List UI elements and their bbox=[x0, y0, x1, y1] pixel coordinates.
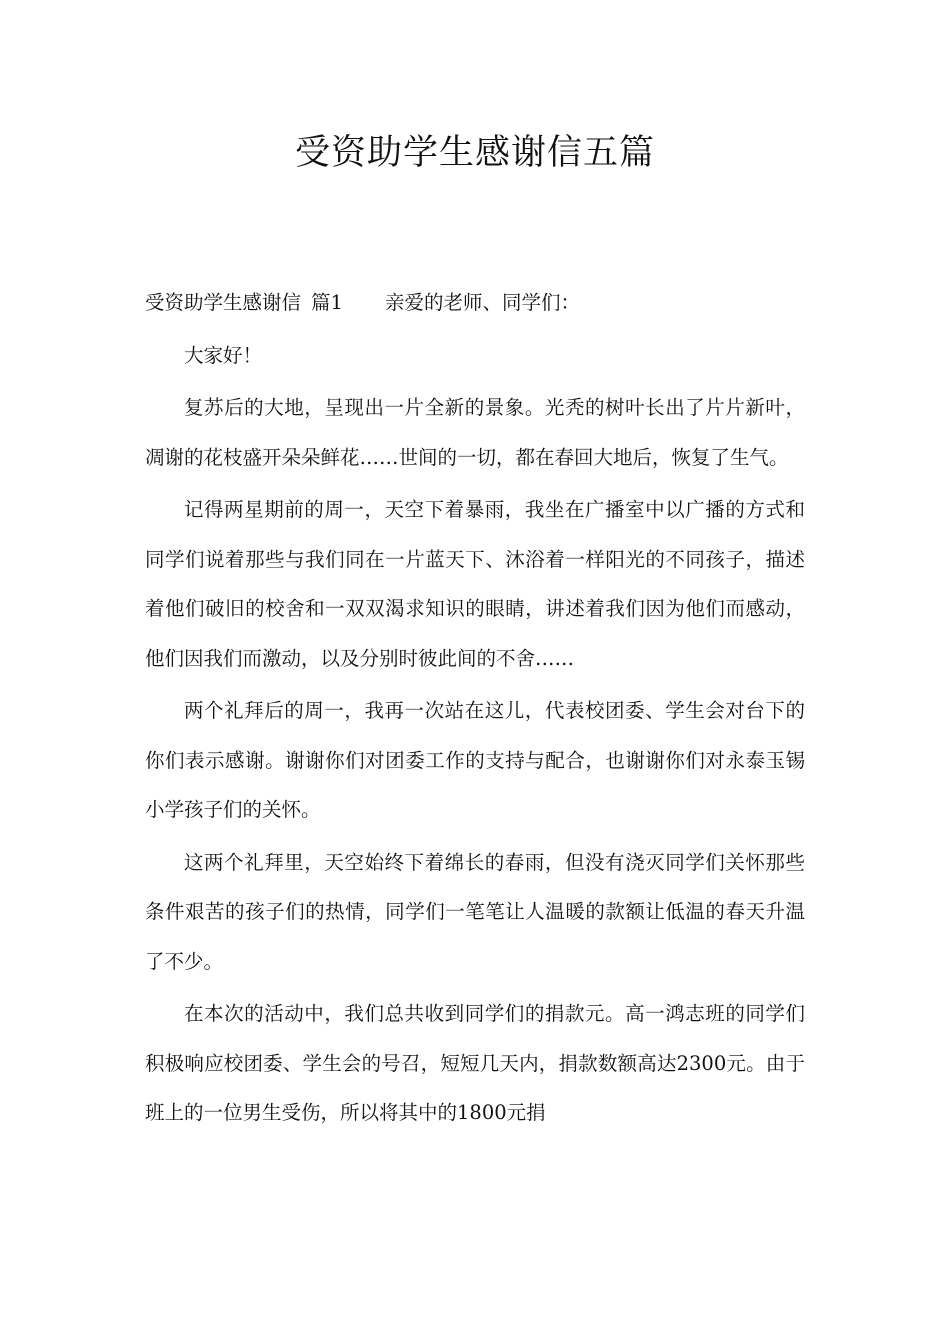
document-title: 受资助学生感谢信五篇 bbox=[294, 133, 655, 173]
document-body bbox=[145, 278, 805, 1138]
paragraph: 记得两星期前的周一，天空下着暴雨，我坐在广播室中以广播的方式和同学们说着那些与我们同在一片蓝天下、沐浴着一样阳光的不同孩子，描述着他们破旧的校舍和一双双渴求知识的眼睛，讲述着我们因为他们而感动，他们因我们而激动，以及分别时彼此间的不舍…… bbox=[145, 498, 805, 670]
paragraph: 两个礼拜后的周一，我再一次站在这儿，代表校团委、学生会对台下的你们表示感谢。谢谢你们对团委工作的支持与配合，也谢谢你们对永泰玉锡小学孩子们的关怀。 bbox=[145, 699, 805, 821]
paragraph: 这两个礼拜里，天空始终下着绵长的春雨，但没有浇灭同学们关怀那些条件艰苦的孩子们的热情，同学们一笔笔让人温暖的款额让低温的春天升温了不少。 bbox=[145, 850, 805, 973]
letter-heading: 受资助学生感谢信 bbox=[145, 291, 302, 314]
first-line bbox=[145, 278, 805, 328]
paragraph: 在本次的活动中，我们总共收到同学们的捐款元。高一鸿志班的同学们积极响应校团委、学生会的号召，短短几天内，捐款数额高达2300元。由于班上的一位男生受伤，所以将其中的1800元捐 bbox=[145, 1002, 805, 1124]
section-number: 篇1 bbox=[311, 291, 343, 314]
paragraph-greeting: 大家好！ bbox=[184, 343, 263, 367]
paragraph: 复苏后的大地，呈现出一片全新的景象。光秃的树叶长出了片片新叶，凋谢的花枝盛开朵朵鲜花……世间的一切，都在春回大地后，恢复了生气。 bbox=[145, 396, 805, 469]
salutation: 亲爱的老师、同学们： bbox=[384, 291, 580, 314]
